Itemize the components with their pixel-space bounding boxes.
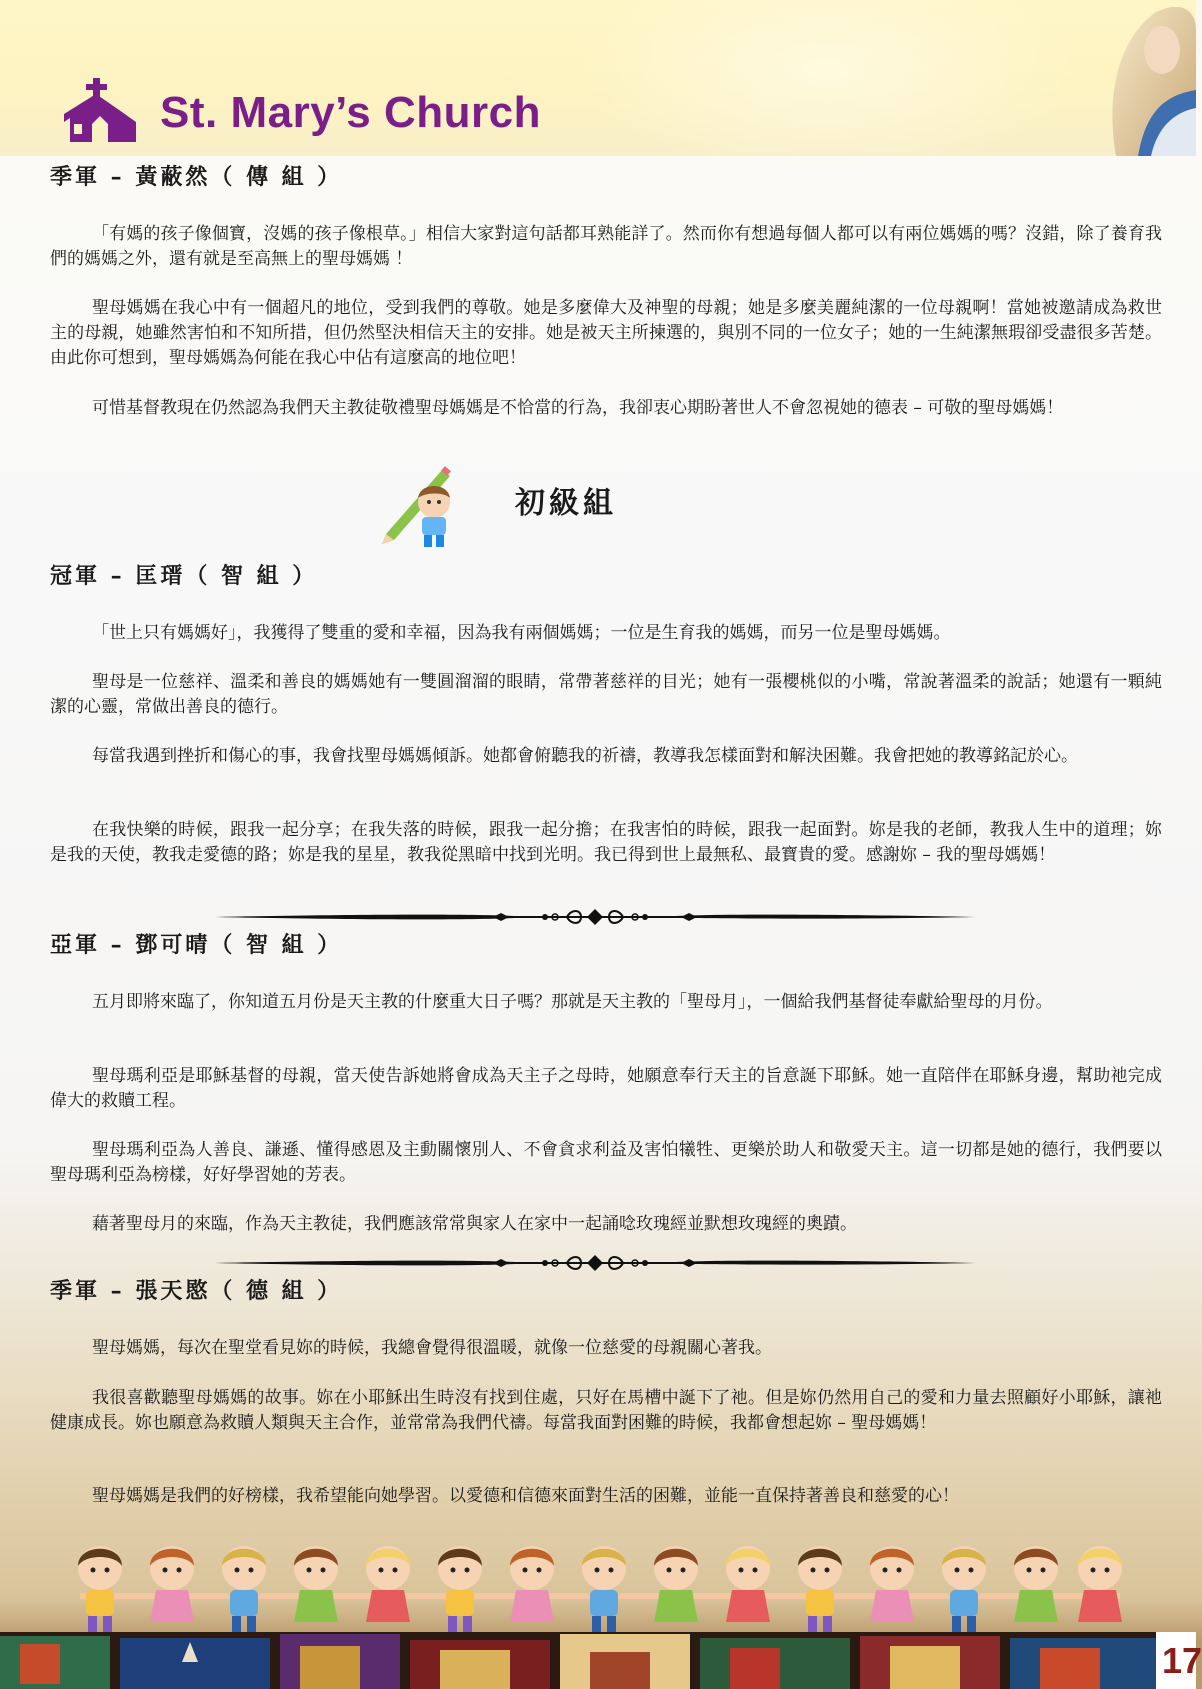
- page-header: [0, 0, 1196, 156]
- paragraph: 每當我遇到挫折和傷心的事，我會找聖母媽媽傾訴。她都會俯聽我的祈禱，教導我怎樣面對和解決困難。我會把她的教導銘記於心。: [92, 746, 1078, 766]
- ornamental-divider: [215, 905, 975, 929]
- paragraph: 在我快樂的時候，跟我一起分享；在我失落的時候，跟我一起分擔；在我害怕的時候，跟我一起面對。妳是我的老師，教我人生中的道理；妳是我的天使，教我走愛德的路；妳是我的星星，教我從黑暗中找到光明。我已得到世上最無私、最寶貴的愛。感謝妳 – 我的聖母媽媽！: [50, 820, 1162, 865]
- paragraph: 聖母媽媽，每次在聖堂看見妳的時候，我總會覺得很溫暖，就像一位慈愛的母親關心著我。: [92, 1338, 772, 1358]
- paragraph: 可惜基督教現在仍然認為我們天主教徒敬禮聖母媽媽是不恰當的行為，我卻衷心期盼著世人不會忽視她的德表 – 可敬的聖母媽媽！: [92, 398, 1064, 418]
- kid-with-pencil-illustration: [372, 462, 472, 552]
- section-title-bronze-chuan: 季軍 – 黃蔽然（ 傳 組 ）: [50, 164, 343, 190]
- paragraph: 聖母媽媽在我心中有一個超凡的地位，受到我們的尊敬。她是多麼偉大及神聖的母親；她是多麼美麗純潔的一位母親啊！當她被邀請成為救世主的母親，她雖然害怕和不知所措，但仍然堅決相信天主的安排。她是被天主所揀選的，與別不同的一位女子；她的一生純潔無瑕卻受盡很多苦楚。由此你可想到，聖母媽媽為何能在我心中佔有這麼高的地位吧！: [50, 298, 1162, 368]
- paragraph: 聖母是一位慈祥、溫柔和善良的媽媽她有一雙圓溜溜的眼睛，常帶著慈祥的目光；她有一張櫻桃似的小嘴，常說著溫柔的說話；她還有一顆純潔的心靈，常做出善良的德行。: [50, 672, 1162, 717]
- stained-glass-footer-image: [0, 1632, 1196, 1689]
- paragraph: 聖母瑪利亞為人善良、謙遜、懂得感恩及主動關懷別人、不會貪求利益及害怕犧牲、更樂於助人和敬愛天主。這一切都是她的德行，我們要以聖母瑪利亞為榜樣，好好學習她的芳表。: [50, 1140, 1162, 1185]
- ornamental-divider: [215, 1251, 975, 1275]
- junior-group-heading: 初級組: [515, 486, 617, 521]
- paragraph: 藉著聖母月的來臨，作為天主教徒，我們應該常常與家人在家中一起誦唸玫瑰經並默想玫瑰經的奧蹟。: [92, 1214, 857, 1234]
- page-number: 17: [1156, 1632, 1196, 1689]
- paragraph: 「世上只有媽媽好」，我獲得了雙重的愛和幸福，因為我有兩個媽媽；一位是生育我的媽媽，而另一位是聖母媽媽。: [92, 623, 951, 643]
- church-name: St. Mary’s Church: [160, 88, 541, 137]
- church-logo-icon: [64, 78, 136, 142]
- paragraph: 我很喜歡聽聖母媽媽的故事。妳在小耶穌出生時沒有找到住處，只好在馬槽中誕下了祂。但是妳仍然用自己的愛和力量去照顧好小耶穌，讓祂健康成長。妳也願意為救贖人類與天主合作，並常常為我們代禱。每當我面對困難的時候，我都會想起妳 – 聖母媽媽！: [50, 1388, 1162, 1433]
- paragraph: 五月即將來臨了，你知道五月份是天主教的什麼重大日子嗎？那就是天主教的「聖母月」，一個給我們基督徒奉獻給聖母的月份。: [92, 992, 1053, 1012]
- section-title-champion: 冠軍 – 匡瑨（ 智 組 ）: [50, 563, 318, 589]
- virgin-mary-statue-image: [1076, 0, 1196, 156]
- section-title-third-place: 季軍 – 張天愍（ 德 組 ）: [50, 1278, 343, 1304]
- header-glow: [576, 0, 1076, 180]
- paragraph: 聖母瑪利亞是耶穌基督的母親，當天使告訴她將會成為天主子之母時，她願意奉行天主的旨意誕下耶穌。她一直陪伴在耶穌身邊，幫助祂完成偉大的救贖工程。: [50, 1066, 1162, 1111]
- paragraph: 聖母媽媽是我們的好榜樣，我希望能向她學習。以愛德和信德來面對生活的困難，並能一直保持著善良和慈愛的心！: [92, 1486, 959, 1506]
- children-holding-hands-illustration: [60, 1538, 1140, 1638]
- section-title-runner-up: 亞軍 – 鄧可晴（ 智 組 ）: [50, 932, 343, 958]
- paragraph: 「有媽的孩子像個寶，沒媽的孩子像根草。」相信大家對這句話都耳熟能詳了。然而你有想過每個人都可以有兩位媽媽的嗎？沒錯，除了養育我們的媽媽之外，還有就是至高無上的聖母媽媽 ！: [50, 224, 1162, 269]
